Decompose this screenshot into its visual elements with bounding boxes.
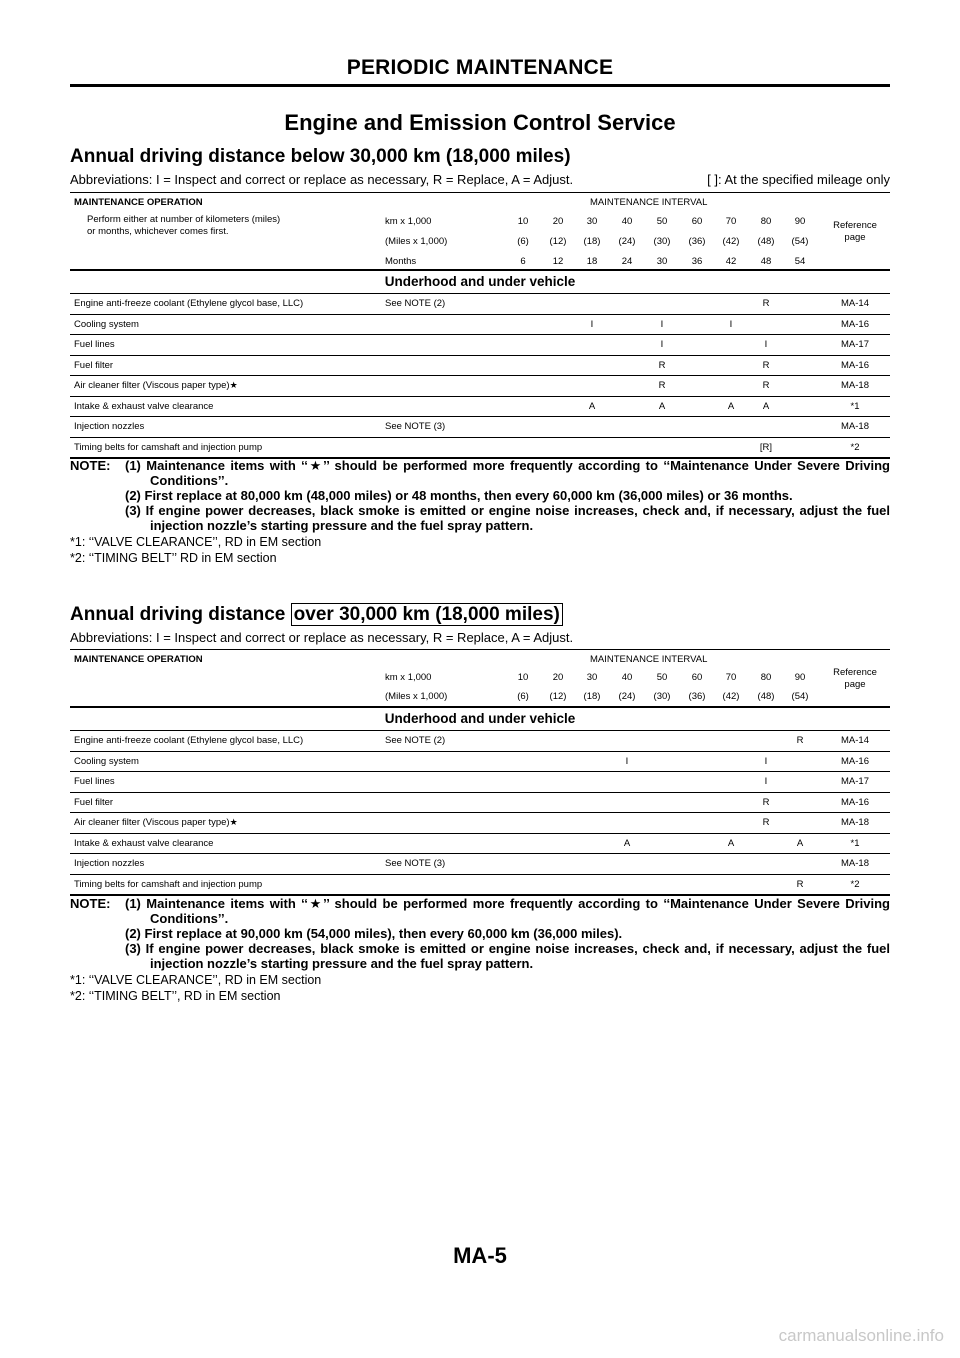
miles-interval-value: (24)	[618, 691, 636, 702]
interval-cell: [R]	[759, 441, 773, 453]
table2-subhead-prefix: Annual driving distance	[70, 604, 286, 625]
interval-cell: R	[658, 380, 666, 391]
row-note: See NOTE (3)	[385, 421, 446, 432]
note-item: (3) If engine power decreases, black smoke is emitted or engine noise increases, check and, if necessary, adjust the fuel injection nozzle’s starting pressure and the fuel spray pattern.	[125, 941, 890, 971]
table2-maintenance-interval: MAINTENANCE INTERVAL	[590, 654, 708, 665]
interval-cell: I	[590, 318, 594, 330]
star-icon: ★	[229, 380, 238, 390]
table-row	[70, 793, 890, 814]
table2-abbreviations	[70, 630, 890, 645]
table-row	[70, 335, 890, 356]
table1-category: Underhood and under vehicle	[70, 271, 890, 294]
table-row	[70, 752, 890, 773]
table2-reference-page: Reference	[833, 667, 877, 678]
interval-cell: A	[727, 837, 735, 849]
table1-abbreviations	[70, 172, 890, 187]
table1	[70, 192, 890, 459]
interval-cell: R	[762, 817, 770, 828]
operation-label: Fuel lines	[74, 339, 115, 350]
operation-label: Timing belts for camshaft and injection pump	[74, 441, 263, 453]
miles-interval-value: (30)	[653, 236, 671, 247]
km-interval-value: 40	[621, 672, 633, 683]
interval-cell: I	[625, 755, 629, 767]
row-note: See NOTE (3)	[385, 858, 446, 869]
miles-interval-value: (36)	[688, 691, 706, 702]
months-interval-value: 54	[794, 256, 806, 267]
table2-abbreviations-text: Abbreviations: I = Inspect and correct or replace as necessary, R = Replace, A = Adjust.	[70, 630, 574, 645]
interval-cell: A	[762, 400, 770, 412]
interval-cell: R	[658, 359, 666, 371]
months-interval-value: 12	[552, 256, 564, 267]
operation-label: Fuel filter	[74, 796, 114, 808]
watermark: carmanualsonline.info	[778, 1326, 944, 1345]
reference-page: MA-17	[841, 776, 869, 787]
operation-label: Timing belts for camshaft and injection pump	[74, 878, 263, 890]
miles-interval-value: (18)	[583, 236, 601, 247]
table-row	[70, 834, 890, 855]
interval-cell: R	[762, 380, 770, 391]
reference-page: *2	[850, 878, 860, 890]
km-interval-value: 50	[656, 672, 668, 683]
table1-ref-1: *1: ‘‘VALVE CLEARANCE’’, RD in EM section	[70, 535, 322, 549]
miles-interval-value: (24)	[618, 236, 636, 247]
reference-page: *2	[850, 441, 860, 453]
table2-category: Underhood and under vehicle	[70, 708, 890, 731]
table1-maintenance-interval: MAINTENANCE INTERVAL	[590, 197, 708, 208]
interval-cell: R	[796, 878, 804, 890]
table2-notes	[70, 896, 890, 971]
table1-refs	[70, 534, 321, 566]
page-number: MA-5	[453, 1243, 507, 1268]
interval-cell: A	[796, 837, 804, 849]
km-interval-value: 90	[794, 216, 806, 227]
table-row	[70, 356, 890, 377]
interval-cell: I	[764, 755, 768, 767]
interval-cell: A	[623, 837, 631, 849]
miles-interval-value: (12)	[549, 236, 567, 247]
table-row	[70, 772, 890, 793]
km-interval-value: 20	[552, 216, 564, 227]
km-interval-value: 20	[552, 672, 564, 683]
miles-interval-value: (54)	[791, 691, 809, 702]
km-interval-value: 30	[586, 216, 598, 227]
reference-page: MA-14	[841, 298, 869, 309]
table2	[70, 649, 890, 896]
table1-reference-page: page	[844, 232, 866, 243]
interval-cell: I	[660, 339, 664, 350]
miles-interval-value: (36)	[688, 236, 706, 247]
table-row	[70, 315, 890, 336]
row-note: See NOTE (2)	[385, 298, 446, 309]
interval-cell: R	[762, 796, 770, 808]
table2-reference-page: page	[844, 679, 866, 690]
table-row	[70, 376, 890, 397]
reference-page: MA-16	[841, 755, 869, 767]
operation-label: Engine anti-freeze coolant (Ethylene glycol base, LLC)	[74, 735, 304, 746]
km-interval-value: 90	[794, 672, 806, 683]
reference-page: *1	[850, 837, 860, 849]
interval-cell: A	[727, 400, 735, 412]
miles-interval-value: (48)	[757, 691, 775, 702]
interval-cell: I	[764, 776, 768, 787]
note-label: NOTE:	[70, 896, 111, 911]
reference-page: MA-18	[841, 817, 869, 828]
note-label: NOTE:	[70, 458, 111, 473]
interval-cell: A	[588, 400, 596, 412]
interval-cell: I	[729, 318, 733, 330]
table1-miles-label: (Miles x 1,000)	[385, 236, 448, 247]
interval-cell: A	[658, 400, 666, 412]
months-interval-value: 18	[586, 256, 598, 267]
miles-interval-value: (6)	[517, 691, 529, 702]
operation-label: Cooling system	[74, 755, 139, 767]
miles-interval-value: (42)	[722, 236, 740, 247]
km-interval-value: 70	[725, 216, 737, 227]
table1-notes	[70, 458, 890, 533]
table2-ref-1: *1: ‘‘VALVE CLEARANCE’’, RD in EM section	[70, 973, 322, 987]
table-row	[70, 397, 890, 418]
table1-km-label: km x 1,000	[385, 216, 432, 227]
reference-page: MA-17	[841, 339, 869, 350]
interval-cell: R	[762, 359, 770, 371]
reference-page: MA-18	[841, 421, 869, 432]
table-row	[70, 417, 890, 438]
table-row	[70, 813, 890, 834]
km-interval-value: 60	[691, 672, 703, 683]
interval-cell: R	[796, 735, 804, 746]
reference-page: MA-18	[841, 858, 869, 869]
table1-abbreviations-bracket: [ ]: At the specified mileage only	[707, 172, 890, 187]
table1-header	[70, 192, 890, 269]
table1-months-label: Months	[385, 256, 417, 267]
miles-interval-value: (54)	[791, 236, 809, 247]
operation-label: Fuel filter	[74, 359, 114, 371]
table2-maintenance-operation: MAINTENANCE OPERATION	[74, 654, 203, 665]
table2-header	[70, 649, 890, 706]
miles-interval-value: (6)	[517, 236, 529, 247]
table1-ref-2: *2: ‘‘TIMING BELT’’ RD in EM section	[70, 551, 277, 565]
operation-label: Intake & exhaust valve clearance	[74, 400, 214, 412]
table2-refs	[70, 972, 321, 1004]
miles-interval-value: (30)	[653, 691, 671, 702]
page-header-title: PERIODIC MAINTENANCE	[346, 56, 614, 79]
table-row	[70, 294, 890, 315]
months-interval-value: 36	[691, 256, 703, 267]
table1-operation-desc: or months, whichever comes first.	[87, 226, 229, 237]
months-interval-value: 30	[656, 256, 668, 267]
operation-label: Cooling system	[74, 318, 139, 330]
table2-rows	[70, 731, 890, 896]
months-interval-value: 48	[760, 256, 772, 267]
table1-reference-page: Reference	[833, 220, 877, 231]
km-interval-value: 80	[760, 216, 772, 227]
table2-subhead-boxed: over 30,000 km (18,000 miles)	[291, 603, 563, 626]
note-item: (2) First replace at 80,000 km (48,000 miles) or 48 months, then every 60,000 km (36,000 miles) or 36 months.	[125, 488, 793, 503]
miles-interval-value: (18)	[583, 691, 601, 702]
section-title: Engine and Emission Control Service	[284, 110, 676, 135]
operation-label: Injection nozzles	[74, 858, 145, 869]
km-interval-value: 10	[517, 216, 529, 227]
table1-rows	[70, 294, 890, 459]
note-item: (1) Maintenance items with ‘‘★’’ should be performed more frequently according to ‘‘Maintenance Under Severe Driving Conditions’’.	[125, 458, 890, 488]
reference-page: MA-16	[841, 318, 869, 330]
km-interval-value: 30	[586, 672, 598, 683]
reference-page: MA-18	[841, 380, 869, 391]
table2-subhead	[70, 604, 563, 626]
reference-page: MA-16	[841, 796, 869, 808]
reference-page: *1	[850, 400, 860, 412]
operation-label: Air cleaner filter (Viscous paper type)★	[74, 380, 238, 391]
operation-label: Intake & exhaust valve clearance	[74, 837, 214, 849]
months-interval-value: 6	[520, 256, 526, 267]
km-interval-value: 50	[656, 216, 668, 227]
header-rule	[70, 84, 890, 87]
reference-page: MA-16	[841, 359, 869, 371]
miles-interval-value: (48)	[757, 236, 775, 247]
interval-cell: I	[764, 339, 768, 350]
km-interval-value: 70	[725, 672, 737, 683]
note-item: (2) First replace at 90,000 km (54,000 miles), then every 60,000 km (36,000 miles).	[125, 926, 623, 941]
interval-cell: I	[660, 318, 664, 330]
table1-subhead: Annual driving distance below 30,000 km (18,000 miles)	[70, 146, 571, 167]
km-interval-value: 60	[691, 216, 703, 227]
miles-interval-value: (12)	[549, 691, 567, 702]
miles-interval-value: (42)	[722, 691, 740, 702]
operation-label: Injection nozzles	[74, 421, 145, 432]
months-interval-value: 24	[621, 256, 633, 267]
table1-abbreviations-text: Abbreviations: I = Inspect and correct or replace as necessary, R = Replace, A = Adjust.	[70, 172, 574, 187]
km-interval-value: 10	[517, 672, 529, 683]
table-row	[70, 731, 890, 752]
operation-label: Fuel lines	[74, 776, 115, 787]
km-interval-value: 80	[760, 672, 772, 683]
operation-label: Air cleaner filter (Viscous paper type)★	[74, 817, 238, 828]
table1-operation-desc: Perform either at number of kilometers (miles)	[87, 214, 281, 225]
table2-miles-label: (Miles x 1,000)	[385, 691, 448, 702]
note-item: (1) Maintenance items with ‘‘★’’ should be performed more frequently according to ‘‘Maintenance Under Severe Driving Conditions’’.	[125, 896, 890, 926]
table2-ref-2: *2: ‘‘TIMING BELT’’, RD in EM section	[70, 989, 281, 1003]
star-icon: ★	[229, 817, 238, 827]
interval-cell: R	[762, 298, 770, 309]
table1-maintenance-operation: MAINTENANCE OPERATION	[74, 197, 203, 208]
row-note: See NOTE (2)	[385, 735, 446, 746]
table2-km-label: km x 1,000	[385, 672, 432, 683]
table-row	[70, 875, 890, 897]
note-item: (3) If engine power decreases, black smoke is emitted or engine noise increases, check and, if necessary, adjust the fuel injection nozzle’s starting pressure and the fuel spray pattern.	[125, 503, 890, 533]
months-interval-value: 42	[725, 256, 737, 267]
table-row	[70, 438, 890, 460]
km-interval-value: 40	[621, 216, 633, 227]
operation-label: Engine anti-freeze coolant (Ethylene glycol base, LLC)	[74, 298, 304, 309]
reference-page: MA-14	[841, 735, 869, 746]
table-row	[70, 854, 890, 875]
